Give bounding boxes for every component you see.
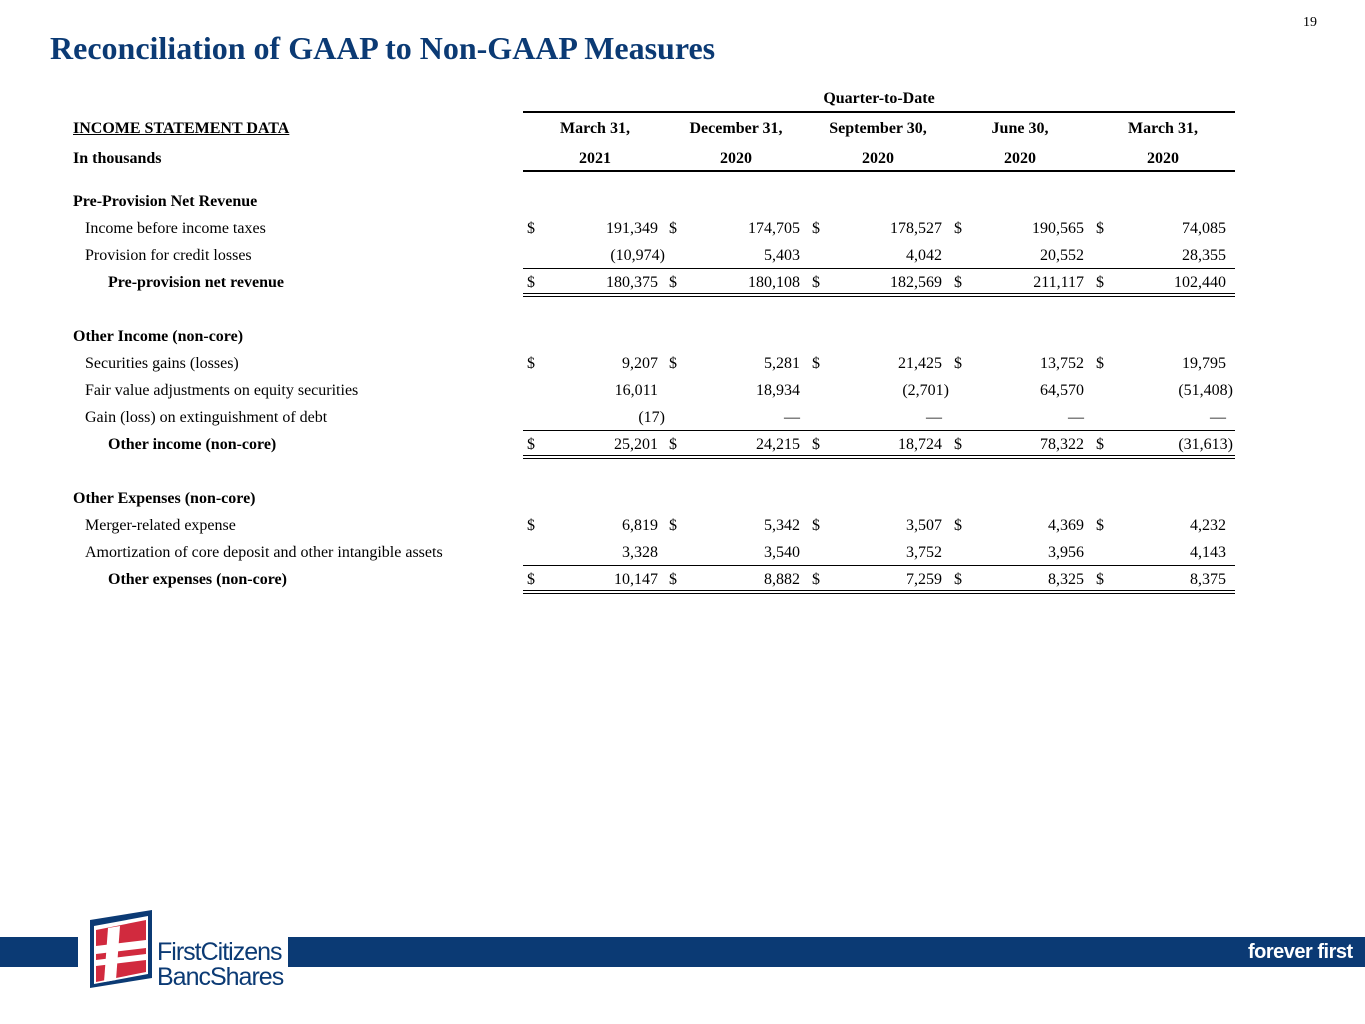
dollar-sign: $ [669, 571, 677, 588]
value-cell: 3,956 [1048, 544, 1084, 561]
value-cell: (2,701) [902, 382, 949, 399]
row-label: Securities gains (losses) [85, 355, 239, 372]
dollar-sign: $ [954, 571, 962, 588]
value-cell: 74,085 [1182, 220, 1226, 237]
company-logo-icon [90, 910, 152, 988]
dollar-sign: $ [1096, 274, 1104, 291]
total-double-rule [523, 455, 1235, 459]
total-label: Other income (non-core) [108, 436, 277, 453]
dollar-sign: $ [954, 355, 962, 372]
value-cell: 180,375 [606, 274, 658, 291]
logo-text-line2: BancShares [157, 963, 284, 991]
dollar-sign: $ [669, 436, 677, 453]
value-cell: 24,215 [756, 436, 800, 453]
value-cell: (10,974) [610, 247, 665, 264]
dollar-sign: $ [812, 274, 820, 291]
value-cell: 4,143 [1190, 544, 1226, 561]
section-heading-ppnr: Pre-Provision Net Revenue [73, 193, 258, 210]
column-header-5-line1: March 31, [1128, 120, 1198, 137]
value-cell: 13,752 [1040, 355, 1084, 372]
column-header-1-line2: 2021 [579, 150, 611, 167]
dollar-sign: $ [527, 571, 535, 588]
value-cell: 19,795 [1182, 355, 1226, 372]
value-cell: 28,355 [1182, 247, 1226, 264]
group-header-rule [523, 111, 1235, 113]
dollar-sign: $ [669, 274, 677, 291]
section-heading: INCOME STATEMENT DATA [73, 120, 290, 137]
value-cell: — [926, 409, 942, 426]
column-header-4-line2: 2020 [1004, 150, 1036, 167]
row-label: Amortization of core deposit and other intangible assets [85, 544, 443, 561]
value-cell: 20,552 [1040, 247, 1084, 264]
value-cell: 6,819 [622, 517, 658, 534]
dollar-sign: $ [812, 436, 820, 453]
value-cell: 10,147 [614, 571, 658, 588]
value-cell: 3,328 [622, 544, 658, 561]
group-header: Quarter-to-Date [823, 90, 935, 107]
value-cell: 191,349 [606, 220, 658, 237]
value-cell: 16,011 [614, 382, 658, 399]
section-heading-other-income: Other Income (non-core) [73, 328, 244, 345]
value-cell: 5,342 [764, 517, 800, 534]
dollar-sign: $ [812, 571, 820, 588]
dollar-sign: $ [1096, 436, 1104, 453]
dollar-sign: $ [669, 355, 677, 372]
dollar-sign: $ [812, 220, 820, 237]
total-label: Other expenses (non-core) [108, 571, 287, 588]
value-cell: — [784, 409, 800, 426]
value-cell: 3,507 [906, 517, 942, 534]
column-header-5-line2: 2020 [1147, 150, 1179, 167]
value-cell: 211,117 [1033, 274, 1084, 291]
value-cell: 174,705 [748, 220, 800, 237]
total-double-rule [523, 293, 1235, 297]
row-label: Provision for credit losses [85, 247, 252, 264]
logo-text-line1: FirstCitizens [157, 938, 282, 966]
dollar-sign: $ [527, 355, 535, 372]
value-cell: 4,232 [1190, 517, 1226, 534]
column-header-3-line2: 2020 [862, 150, 894, 167]
dollar-sign: $ [527, 274, 535, 291]
value-cell: 5,403 [764, 247, 800, 264]
section-heading-other-expenses: Other Expenses (non-core) [73, 490, 256, 507]
value-cell: — [1068, 409, 1084, 426]
value-cell: (17) [638, 409, 665, 426]
dollar-sign: $ [954, 220, 962, 237]
row-label: Fair value adjustments on equity securities [85, 382, 359, 399]
row-label: Merger-related expense [85, 517, 236, 534]
row-label: Income before income taxes [85, 220, 266, 237]
value-cell: (31,613) [1178, 436, 1233, 453]
dollar-sign: $ [1096, 517, 1104, 534]
column-header-3-line1: September 30, [829, 120, 927, 137]
value-cell: 102,440 [1174, 274, 1226, 291]
column-header-2-line1: December 31, [689, 120, 783, 137]
page-number: 19 [1303, 15, 1317, 30]
dollar-sign: $ [954, 274, 962, 291]
total-double-rule [523, 590, 1235, 594]
value-cell: 64,570 [1040, 382, 1084, 399]
column-header-1-line1: March 31, [560, 120, 630, 137]
dollar-sign: $ [1096, 220, 1104, 237]
value-cell: 18,934 [756, 382, 800, 399]
dollar-sign: $ [954, 517, 962, 534]
value-cell: 8,882 [764, 571, 800, 588]
dollar-sign: $ [669, 517, 677, 534]
value-cell: 3,752 [906, 544, 942, 561]
value-cell: 4,369 [1048, 517, 1084, 534]
column-header-4-line1: June 30, [991, 120, 1049, 137]
subtotal-rule [523, 430, 1235, 431]
value-cell: 21,425 [898, 355, 942, 372]
value-cell: 7,259 [906, 571, 942, 588]
value-cell: 18,724 [898, 436, 942, 453]
column-header-2-line2: 2020 [720, 150, 752, 167]
value-cell: 8,375 [1190, 571, 1226, 588]
value-cell: 4,042 [906, 247, 942, 264]
dollar-sign: $ [812, 355, 820, 372]
dollar-sign: $ [527, 436, 535, 453]
dollar-sign: $ [669, 220, 677, 237]
units-label: In thousands [73, 150, 162, 167]
value-cell: 78,322 [1040, 436, 1084, 453]
value-cell: 190,565 [1032, 220, 1084, 237]
page-title: Reconciliation of GAAP to Non-GAAP Measures [50, 30, 716, 66]
dollar-sign: $ [954, 436, 962, 453]
value-cell: 3,540 [764, 544, 800, 561]
dollar-sign: $ [1096, 571, 1104, 588]
dollar-sign: $ [1096, 355, 1104, 372]
value-cell: — [1210, 409, 1226, 426]
value-cell: (51,408) [1178, 382, 1233, 399]
value-cell: 25,201 [614, 436, 658, 453]
subtotal-rule [523, 268, 1235, 269]
row-label: Gain (loss) on extinguishment of debt [85, 409, 328, 426]
value-cell: 182,569 [890, 274, 942, 291]
dollar-sign: $ [812, 517, 820, 534]
value-cell: 8,325 [1048, 571, 1084, 588]
dollar-sign: $ [527, 220, 535, 237]
value-cell: 180,108 [748, 274, 800, 291]
total-label: Pre-provision net revenue [108, 274, 284, 291]
value-cell: 9,207 [622, 355, 658, 372]
value-cell: 5,281 [764, 355, 800, 372]
subtotal-rule [523, 565, 1235, 566]
dollar-sign: $ [527, 517, 535, 534]
tagline: forever first [1248, 941, 1353, 963]
header-rule [523, 170, 1235, 172]
value-cell: 178,527 [890, 220, 942, 237]
